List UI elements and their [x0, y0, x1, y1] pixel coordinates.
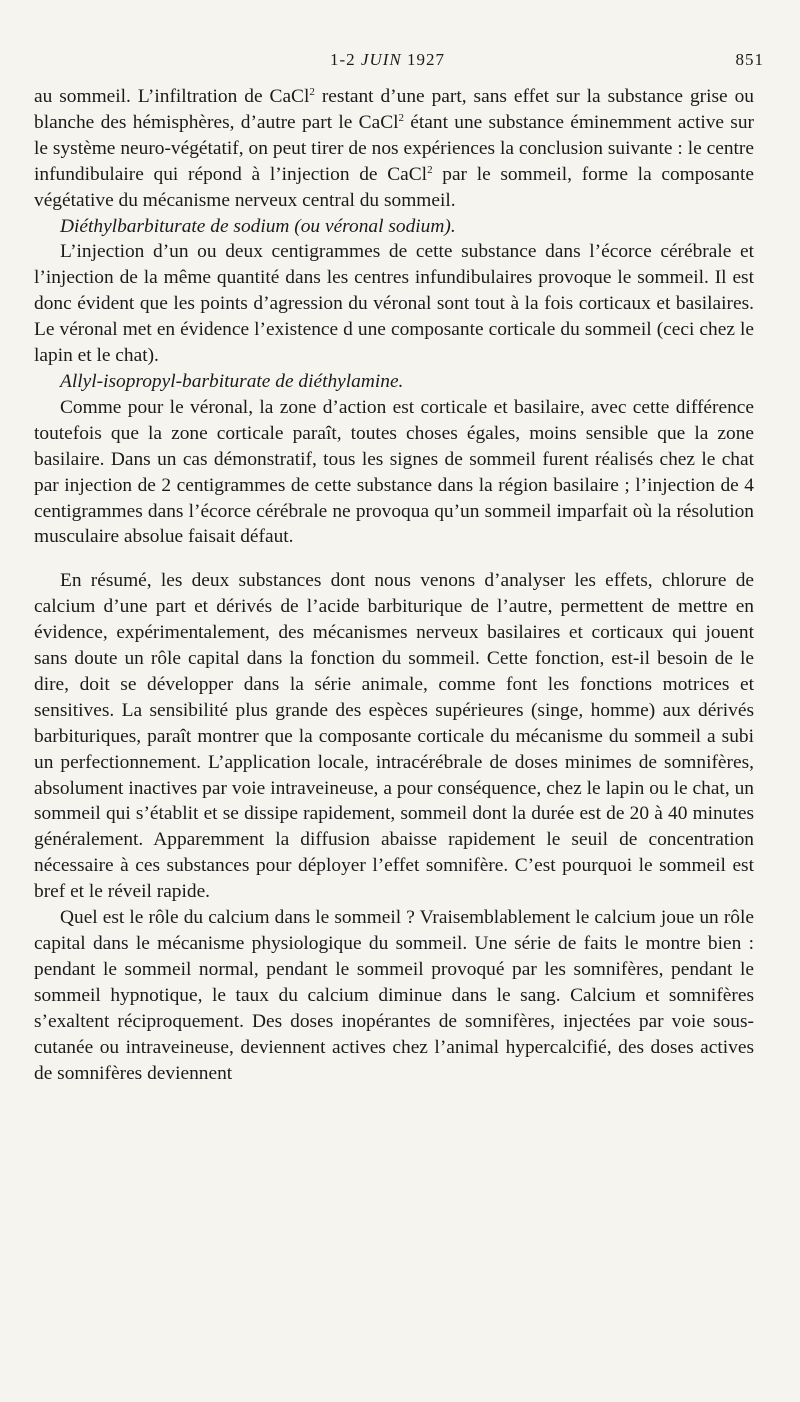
paragraph-2: L’injection d’un ou deux centigrammes de cette substance dans l’écorce cérébrale et l’injection de la même quantité dans les centres infundibulaires provoque le sommeil. Il est donc évident que les points d’agression du véronal sont tout à la fois corticaux et basilaires. Le véronal met en évidence l’existence d une composante corticale du sommeil (ceci chez le lapin et le chat).	[34, 241, 754, 367]
paragraph-3: Comme pour le véronal, la zone d’action est corticale et basilaire, avec cette différence toutefois que la zone corticale paraît, toutes choses égales, moins sensible que la zone basilaire. Dans un cas démonstratif, tous les signes de sommeil furent réalisés chez le chat par injection de 2 centigrammes de cette substance dans la région basilaire ; l’injection de 4 centigrammes dans l’écorce cérébrale ne provoqua qu’un sommeil imparfait où la résolution musculaire absolue faisait défaut.	[34, 396, 754, 548]
subheading-allyl: Allyl-isopropyl-barbiturate de diéthylamine.	[60, 370, 404, 392]
page-number: 851	[735, 50, 764, 69]
subheading-veronal: Diéthylbarbiturate de sodium (ou véronal sodium).	[60, 215, 456, 237]
header-date: 1-2 JUIN 1927	[330, 50, 445, 69]
running-header	[0, 50, 800, 76]
paragraph-5: Quel est le rôle du calcium dans le sommeil ? Vraisemblablement le calcium joue un rôle capital dans le mécanisme physiologique du sommeil. Une série de faits le montre bien : pendant le sommeil normal, pendant le sommeil provoqué par les somnifères, pendant le sommeil hypnotique, le taux du calcium diminue dans le sang. Calcium et somnifères s’exaltent réciproquement. Des doses inopérantes de somnifères, injectées par voie sous-cutanée ou intraveineuse, deviennent actives chez l’animal hypercalcifié, des doses actives de somnifères deviennent	[34, 907, 754, 1084]
article-body	[34, 84, 754, 1086]
paragraph-4: En résumé, les deux substances dont nous venons d’analyser les effets, chlorure de calcium d’une part et dérivés de l’acide barbiturique de l’autre, permettent de mettre en évidence, expérimentalement, des mécanismes nerveux basilaires et corticaux qui jouent sans doute un rôle capital dans la fonction du sommeil. Cette fonction, est-il besoin de le dire, doit se développer dans la série animale, comme font les fonctions motrices et sensitives. La sensibilité plus grande des espèces supérieures (singe, homme) aux dérivés barbituriques, paraît montrer que la composante corticale du mécanisme du sommeil a subi un perfectionnement. L’application locale, intracérébrale de doses minimes de somnifères, absolument inactives par voie intraveineuse, a pour conséquence, chez le lapin ou le chat, un sommeil qui s’établit et se dissipe rapidement, sommeil dont la durée est de 20 à 40 minutes généralement. Apparemment la diffusion abaisse rapidement le seuil de concentration nécessaire à ces substances pour déployer l’effet somnifère. C’est pourquoi le sommeil est bref et le réveil rapide.	[34, 570, 754, 903]
paragraph-1: au sommeil. L’infiltration de CaCl$^2$ restant d’une part, sans effet sur la substance grise ou blanche des hémisphères, d’autre part le CaCl$^2$ étant une substance éminemment active sur le système neuro-végétatif, on peut tirer de nos expériences la conclusion suivante : le centre infundibulaire qui répond à l’injection de CaCl$^2$ par le sommeil, forme la composante végétative du mécanisme nerveux central du sommeil.	[34, 86, 754, 211]
